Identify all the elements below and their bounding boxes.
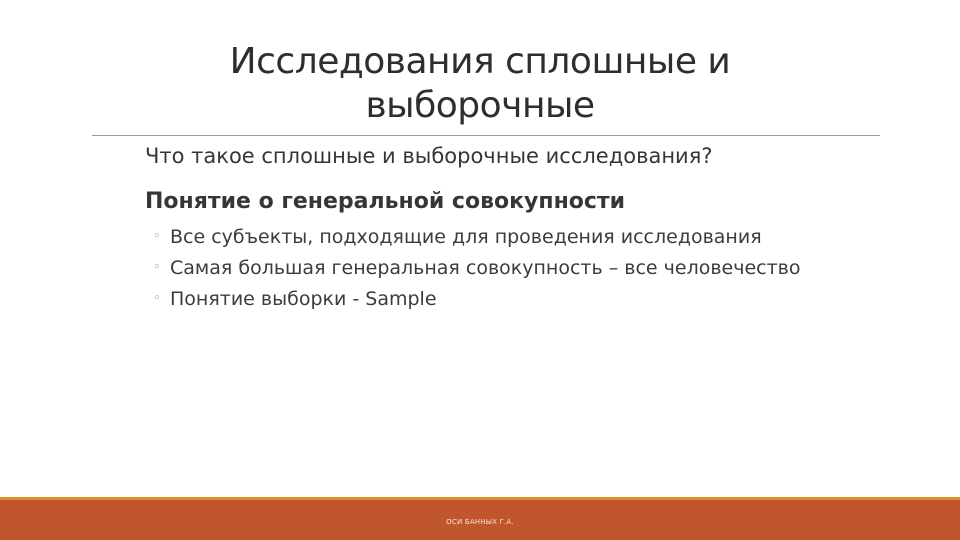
list-item [145,286,885,312]
bullet-icon: ◦ [153,291,161,306]
title-divider [92,135,880,136]
slide-body [145,140,885,317]
slide-title [150,40,810,128]
footer-author: ОСИ БАННЫХ Г.А. [446,518,514,526]
bullet-icon: ◦ [153,260,161,275]
bullet-text: Все субъекты, подходящие для проведения исследования [170,226,762,248]
list-item [145,224,885,250]
footer-accent-line [0,497,960,500]
title-line-2: выборочные [365,85,595,126]
title-line-1: Исследования сплошные и [229,41,731,82]
bullet-text: Понятие выборки - Sample [170,288,437,310]
bullet-text: Самая большая генеральная совокупность – все человечество [170,257,801,279]
bullet-icon: ◦ [153,229,161,244]
bullet-list [145,224,885,312]
section-heading: Понятие о генеральной совокупности [145,189,626,214]
question-text: Что такое сплошные и выборочные исследования? [145,144,713,168]
list-item [145,255,885,281]
